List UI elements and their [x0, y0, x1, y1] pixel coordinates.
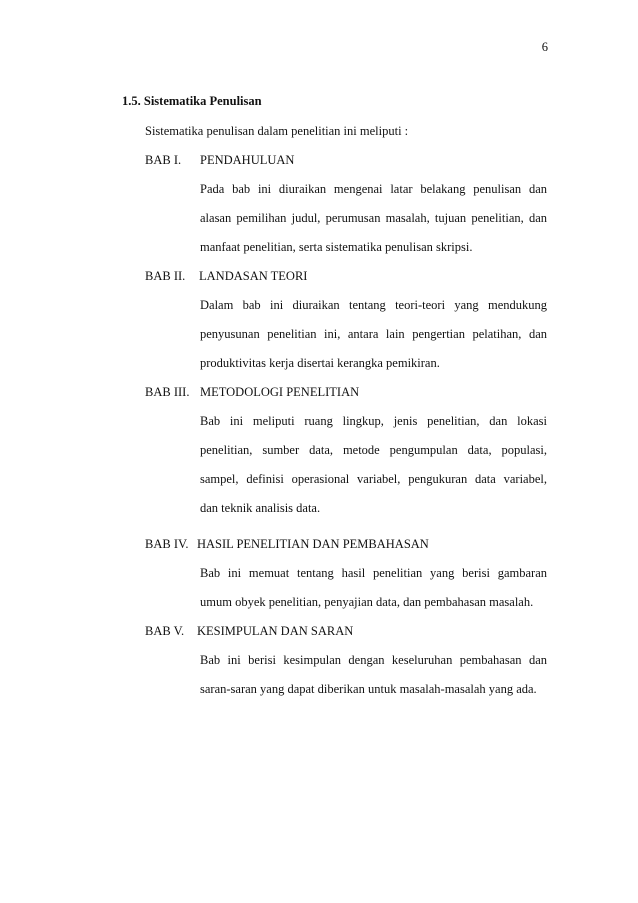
- chapter-heading-bab-3: [145, 385, 359, 400]
- paragraph-line: alasan pemilihan judul, perumusan masalah, tujuan penelitian, dan: [200, 211, 547, 225]
- paragraph-line: penyusunan penelitian ini, antara lain pengertian pelatihan, dan: [200, 327, 547, 341]
- chapter-heading-bab-4: [145, 537, 429, 552]
- chapter-description-bab-4: [200, 566, 547, 624]
- paragraph-line: Bab ini berisi kesimpulan dengan keseluruhan pembahasan dan: [200, 653, 547, 667]
- paragraph-line: sampel, definisi operasional variabel, pengukuran data variabel,: [200, 472, 547, 486]
- chapter-title: LANDASAN TEORI: [199, 269, 308, 283]
- paragraph-line: penelitian, sumber data, metode pengumpulan data, populasi,: [200, 443, 547, 457]
- chapter-code: BAB II.: [145, 269, 186, 283]
- chapter-code: BAB V.: [145, 624, 185, 638]
- chapter-heading-bab-5: [145, 624, 353, 639]
- chapter-title: HASIL PENELITIAN DAN PEMBAHASAN: [197, 537, 429, 551]
- chapter-description-bab-2: [200, 298, 547, 385]
- paragraph-line: Dalam bab ini diuraikan tentang teori-teori yang mendukung: [200, 298, 547, 312]
- chapter-description-bab-1: [200, 182, 547, 269]
- chapter-title: PENDAHULUAN: [200, 153, 295, 167]
- paragraph-line: produktivitas kerja disertai kerangka pemikiran.: [200, 356, 440, 370]
- chapter-title: KESIMPULAN DAN SARAN: [197, 624, 354, 638]
- paragraph-line: Bab ini memuat tentang hasil penelitian yang berisi gambaran: [200, 566, 547, 580]
- chapter-code: BAB III.: [145, 385, 190, 399]
- paragraph-line: Pada bab ini diuraikan mengenai latar belakang penulisan dan: [200, 182, 547, 196]
- paragraph-line: saran-saran yang dapat diberikan untuk masalah-masalah yang ada.: [200, 682, 537, 696]
- page-number: 6: [541, 40, 548, 54]
- paragraph-line: dan teknik analisis data.: [200, 501, 321, 515]
- section-heading: 1.5. Sistematika Penulisan: [122, 94, 262, 108]
- chapter-title: METODOLOGI PENELITIAN: [200, 385, 360, 399]
- paragraph-line: manfaat penelitian, serta sistematika penulisan skripsi.: [200, 240, 473, 254]
- chapter-heading-bab-2: [145, 269, 307, 284]
- paragraph-line: Bab ini meliputi ruang lingkup, jenis penelitian, dan lokasi: [200, 414, 547, 428]
- chapter-code: BAB I.: [145, 153, 182, 167]
- chapter-heading-bab-1: [145, 153, 294, 168]
- chapter-description-bab-5: [200, 653, 547, 711]
- chapter-description-bab-3: [200, 414, 547, 530]
- chapter-code: BAB IV.: [145, 537, 189, 551]
- section-intro: Sistematika penulisan dalam penelitian ini meliputi :: [145, 124, 409, 138]
- paragraph-line: umum obyek penelitian, penyajian data, dan pembahasan masalah.: [200, 595, 534, 609]
